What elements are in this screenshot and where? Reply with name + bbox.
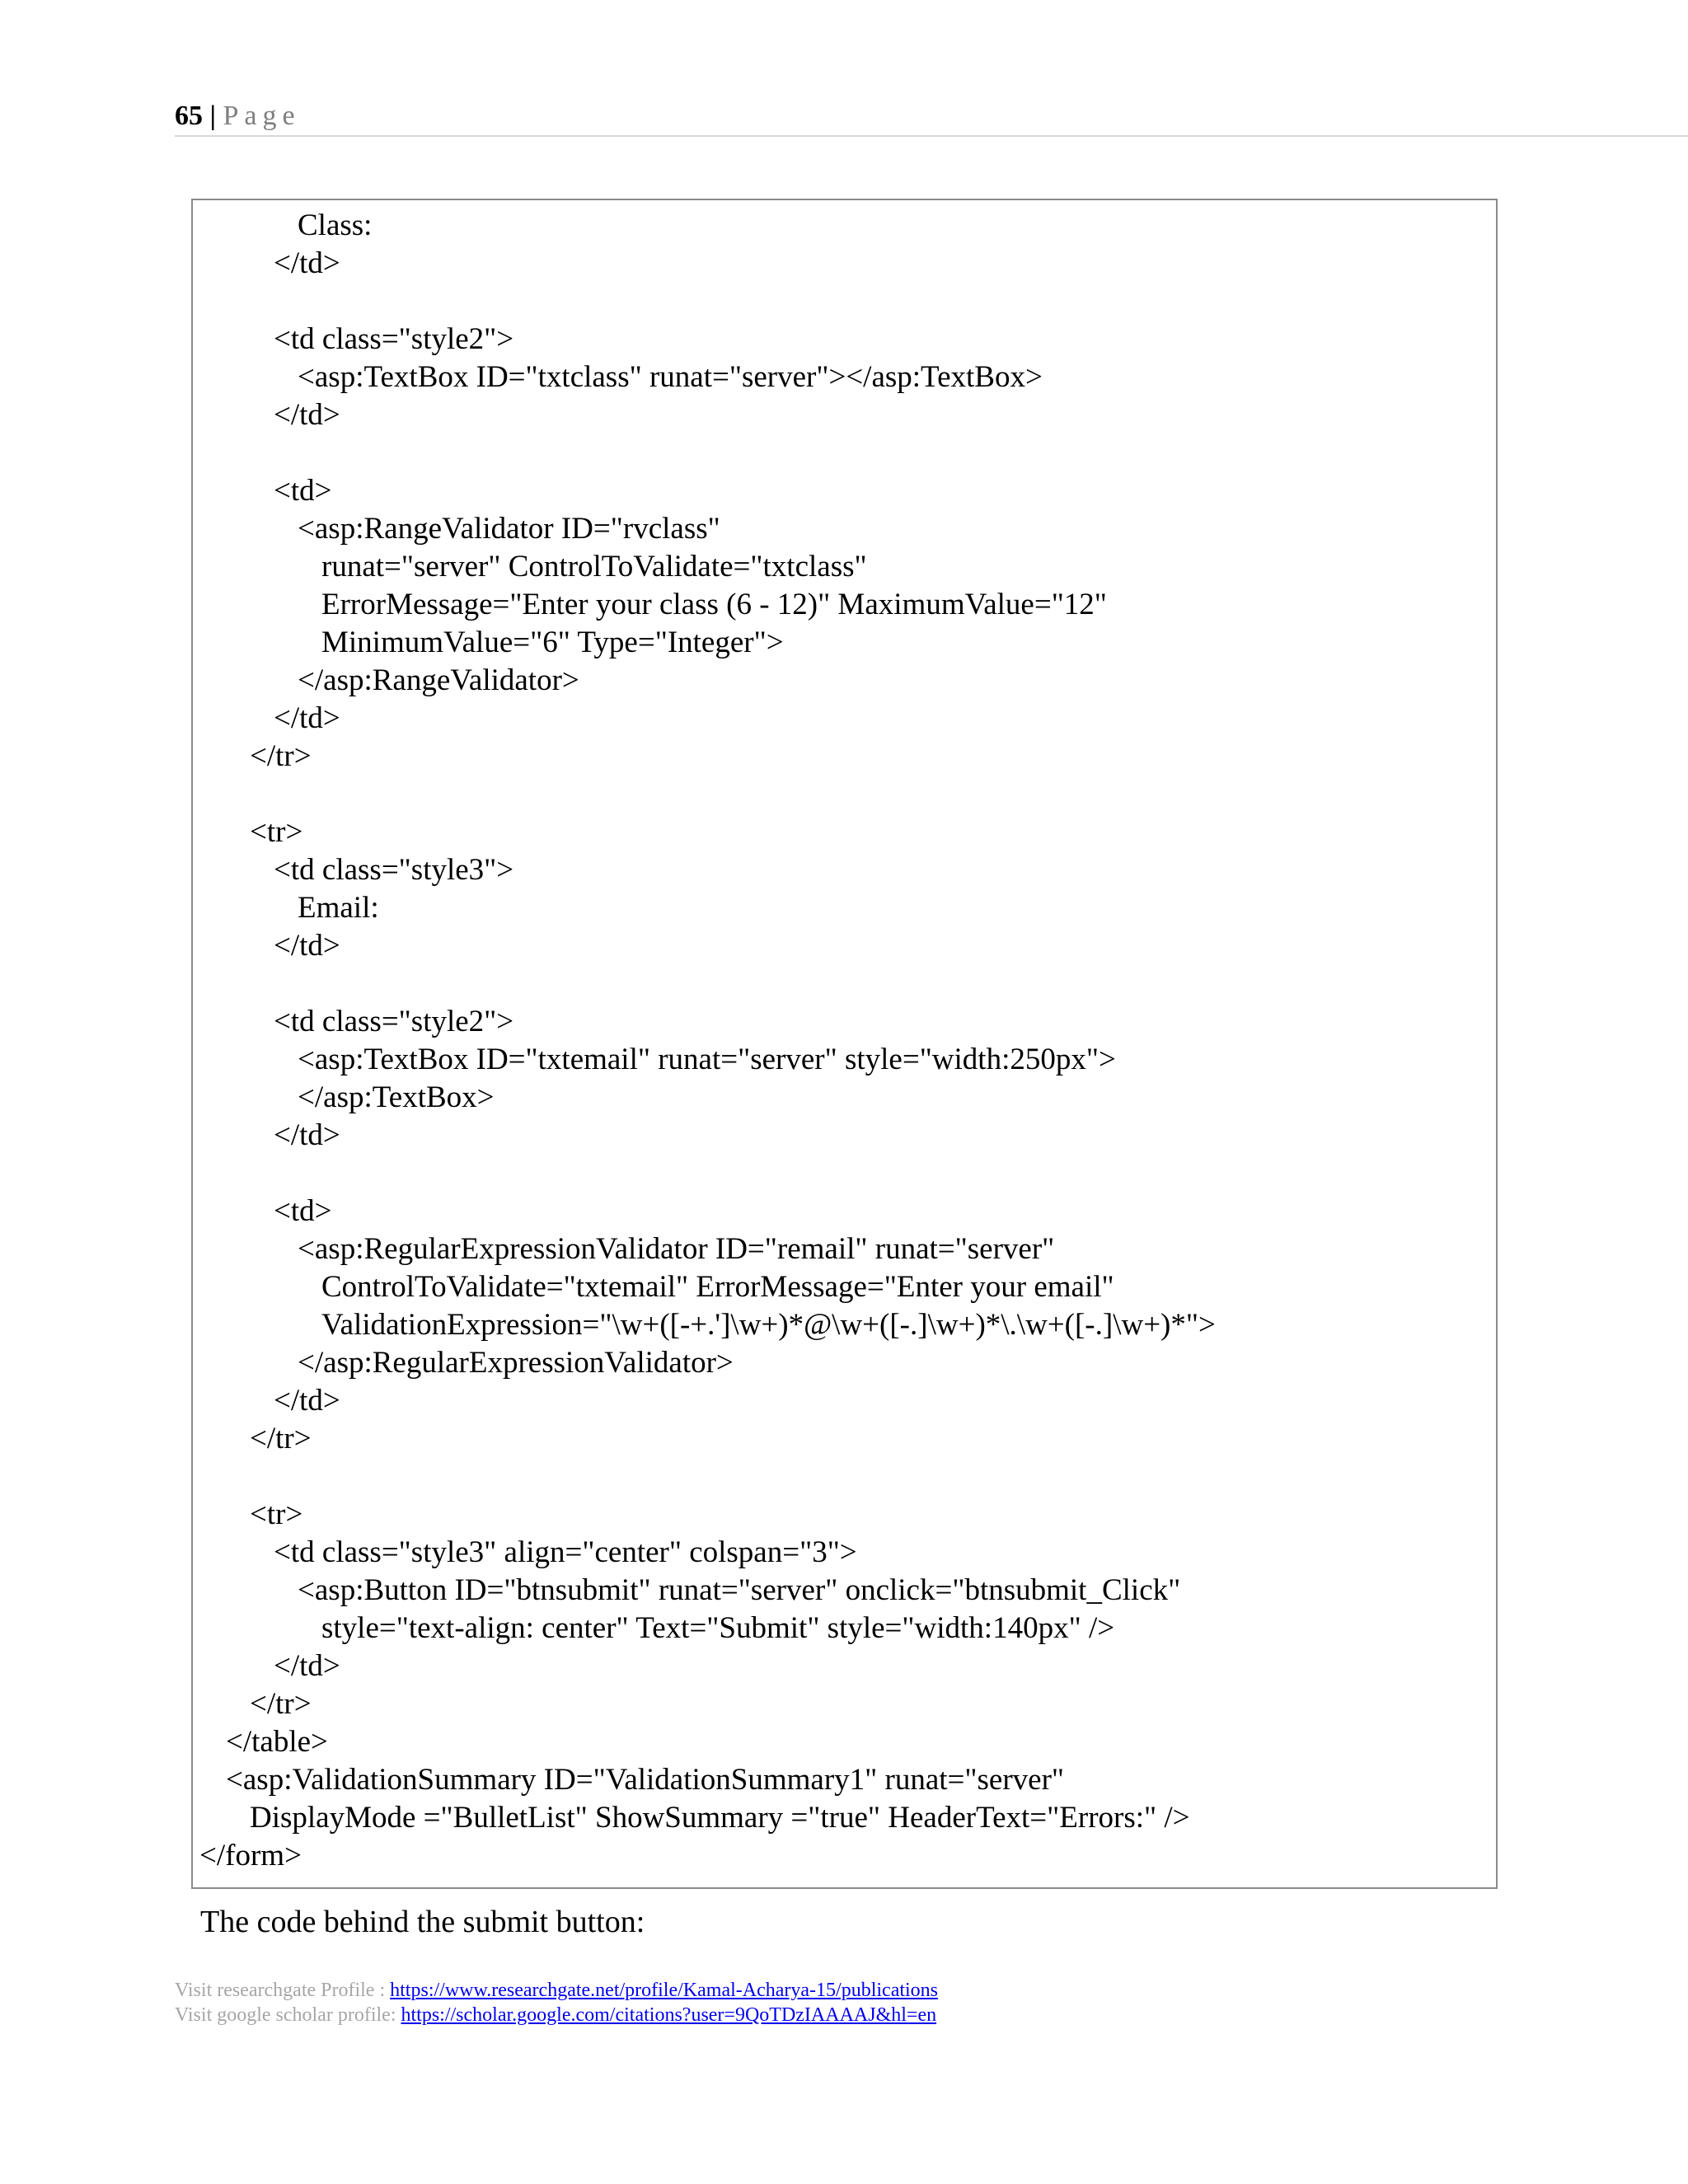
page-separator: | <box>209 101 216 131</box>
code-line: </asp:RangeValidator> <box>298 663 579 697</box>
code-line: <td> <box>274 474 332 508</box>
footer-scholar-label: Visit google scholar profile: <box>175 2004 401 2026</box>
code-line: </td> <box>274 701 340 735</box>
code-line: </asp:TextBox> <box>298 1080 495 1114</box>
code-line: runat="server" ControlToValidate="txtclass" <box>321 550 867 583</box>
code-line: <td class="style3" align="center" colspan="3"> <box>274 1535 857 1569</box>
code-caption: The code behind the submit button: <box>200 1905 645 1939</box>
code-line: ErrorMessage="Enter your class (6 - 12)" MaximumValue="12" <box>321 588 1107 621</box>
code-line: Email: <box>298 891 379 925</box>
code-line: <asp:TextBox ID="txtemail" runat="server" style="width:250px"> <box>298 1043 1116 1076</box>
page-header <box>175 96 1688 137</box>
code-line: <td class="style2"> <box>274 1005 514 1038</box>
code-line: </td> <box>274 1649 340 1683</box>
footer-researchgate-label: Visit researchgate Profile : <box>175 1980 391 2001</box>
code-line: <asp:Button ID="btnsubmit" runat="server" onclick="btnsubmit_Click" <box>298 1573 1181 1607</box>
code-line: </td> <box>274 246 340 280</box>
code-line: <tr> <box>250 1497 303 1531</box>
code-line: ControlToValidate="txtemail" ErrorMessage="Enter your email" <box>321 1270 1114 1304</box>
code-line: </td> <box>274 1384 340 1418</box>
code-line: <td> <box>274 1194 332 1228</box>
page-word: Page <box>223 101 301 131</box>
code-line: </td> <box>274 929 340 963</box>
code-line: Class: <box>298 209 373 242</box>
code-line: DisplayMode ="BulletList" ShowSummary ="true" HeaderText="Errors:" /> <box>250 1801 1190 1835</box>
footer-researchgate <box>175 1978 938 2003</box>
code-line: ValidationExpression="\w+([-+.']\w+)*@\w+([-.]\w+)*\.\w+([-.]\w+)*"> <box>321 1308 1216 1342</box>
code-line: style="text-align: center" Text="Submit" style="width:140px" /> <box>321 1611 1115 1645</box>
footer-scholar <box>175 2003 936 2027</box>
code-line: </form> <box>199 1839 302 1872</box>
code-line: </tr> <box>250 739 312 773</box>
code-line: </asp:RegularExpressionValidator> <box>298 1346 734 1380</box>
code-line: </td> <box>274 1118 340 1152</box>
code-line: <asp:RangeValidator ID="rvclass" <box>298 512 720 546</box>
code-line: <asp:ValidationSummary ID="ValidationSummary1" runat="server" <box>226 1763 1064 1797</box>
code-line: <td class="style3"> <box>274 853 514 887</box>
code-line: </td> <box>274 398 340 432</box>
code-line: <asp:RegularExpressionValidator ID="remail" runat="server" <box>298 1232 1055 1266</box>
code-line: </tr> <box>250 1422 312 1455</box>
code-line: <tr> <box>250 815 303 849</box>
code-line: MinimumValue="6" Type="Integer"> <box>321 626 784 659</box>
code-line: <td class="style2"> <box>274 322 514 356</box>
code-line: </tr> <box>250 1687 312 1721</box>
page-number: 65 <box>175 101 203 131</box>
code-line: <asp:TextBox ID="txtclass" runat="server"></asp:TextBox> <box>298 360 1043 394</box>
code-listing-box <box>191 199 1498 1889</box>
scholar-link[interactable]: https://scholar.google.com/citations?user=9QoTDzIAAAAJ&hl=en <box>401 2004 937 2026</box>
researchgate-link[interactable]: https://www.researchgate.net/profile/Kamal-Acharya-15/publications <box>390 1980 939 2001</box>
code-line: </table> <box>226 1725 328 1759</box>
